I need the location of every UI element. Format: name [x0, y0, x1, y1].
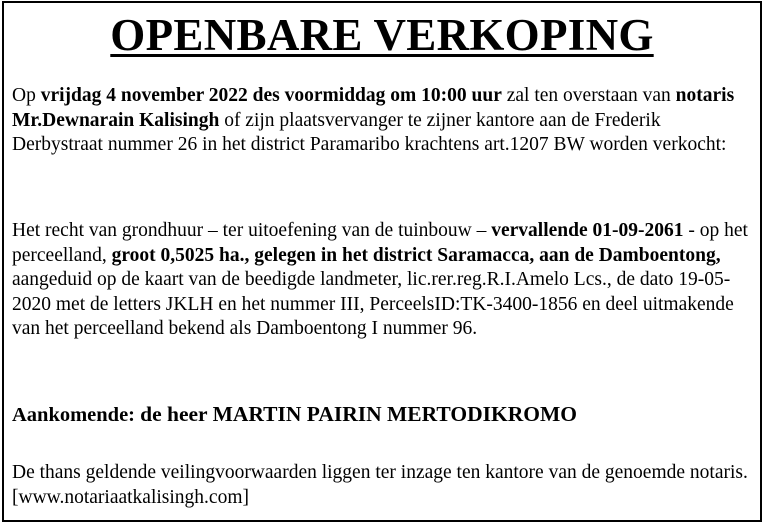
sale-text-3: of zijn plaatsvervanger te zijner kantore aan de Frederik Derbystraat nummer 26 in het district Paramaribo krachtens art.1207 BW worden verkocht: [12, 109, 727, 156]
auction-notice [2, 1, 762, 522]
lease-expiry: vervallende 01-09-2061 [491, 220, 684, 241]
conditions-paragraph [12, 461, 754, 510]
property-text-1: Het recht van grondhuur – ter uitoefening van de tuinbouw – [12, 220, 492, 241]
sale-date: vrijdag 4 november 2022 des voormiddag om 10:00 uur [40, 85, 502, 106]
property-text-3: aangeduid op de kaart van de beedigde landmeter, lic.rer.reg.R.I.Amelo Lcs., de dato 19-05-2020 met de letters JKLH en het nummer III, PerceelsID:TK-3400-1856 en deel uitmakende van het perceelland bekend als Damboentong I nummer 96. [12, 269, 734, 340]
property-description-paragraph [12, 219, 754, 342]
buyer-paragraph [12, 402, 754, 428]
conditions-text: De thans geldende veilingvoorwaarden liggen ter inzage ten kantore van de genoemde notaris. [www.notariaatkalisingh.com] [12, 462, 748, 508]
property-size-location: groot 0,5025 ha., gelegen in het district Saramacca, aan de Damboentong, [111, 244, 721, 266]
notary-name: notaris Mr.Dewnarain Kalisingh [12, 85, 735, 131]
sale-text-2: zal ten overstaan van [501, 85, 676, 106]
sale-details-paragraph [12, 84, 754, 158]
notice-title: OPENBARE VERKOPING [110, 10, 654, 60]
property-text-2: - op het perceelland, [12, 220, 748, 266]
buyer-name: de heer MARTIN PAIRIN MERTODIKROMO [140, 402, 577, 426]
buyer-label: Aankomende: [12, 404, 141, 426]
sale-text-1: Op [12, 85, 41, 106]
